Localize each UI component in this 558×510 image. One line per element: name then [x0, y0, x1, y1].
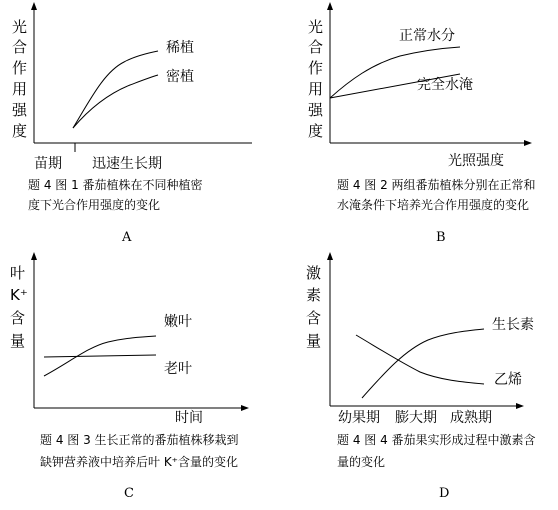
panel-b-caption-line-2: 水淹条件下培养光合作用强度的变化 [337, 198, 530, 212]
panel-d-series-auxin-label: 生长素 [492, 317, 534, 333]
panel-d-ylabel-1: 激 [306, 264, 322, 282]
panel-d [306, 256, 536, 501]
panel-b-ylabel-5: 强 [308, 101, 324, 119]
panel-d-letter: D [439, 486, 450, 501]
panel-c-series-young-label: 嫩叶 [164, 314, 192, 330]
panel-d-curve-auxin [362, 329, 484, 398]
panel-d-xtick-ripening: 成熟期 [450, 410, 492, 426]
panel-b-ylabel-4: 用 [308, 80, 324, 98]
panel-a-curve-dense [73, 75, 158, 128]
panel-b-xlabel: 光照强度 [448, 153, 504, 169]
panel-d-xtick-young-fruit: 幼果期 [338, 410, 380, 426]
panel-a-series-dense-label: 密植 [166, 69, 194, 85]
panel-a [12, 6, 252, 245]
panel-a-curve-sparse [73, 51, 158, 128]
panel-c-ylabel-3: 含 [10, 309, 26, 327]
panel-c-xlabel: 时间 [175, 410, 203, 426]
panel-a-series-sparse-label: 稀植 [166, 40, 194, 56]
panel-c-caption-line-1: 题 4 图 3 生长正常的番茄植株移栽到 [40, 433, 239, 447]
panel-b-series-flooded-label: 完全水淹 [417, 77, 473, 93]
panel-d-xtick-expansion: 膨大期 [395, 410, 437, 426]
panel-a-caption-line-1: 题 4 图 1 番茄植株在不同种植密 [28, 178, 203, 192]
panel-c-letter: C [124, 486, 134, 501]
panel-a-ylabel-6: 度 [12, 122, 28, 140]
panel-a-ylabel-5: 强 [12, 101, 28, 119]
panel-a-ylabel-3: 作 [12, 59, 28, 77]
panel-b-letter: B [436, 230, 446, 245]
panel-b-ylabel-3: 作 [308, 59, 324, 77]
panel-b-series-normal-label: 正常水分 [399, 28, 455, 44]
panel-b [308, 6, 536, 245]
panel-c-ylabel-2: K⁺ [10, 286, 28, 304]
panel-d-caption-line-2: 量的变化 [337, 455, 386, 469]
panel-b-ylabel-2: 合 [308, 38, 324, 56]
panel-c-curve-old-leaf [44, 355, 156, 357]
panel-a-xtick-rapid-growth: 迅速生长期 [92, 156, 162, 172]
panel-b-ylabel-1: 光 [308, 18, 324, 36]
panel-d-curve-ethylene [356, 335, 484, 384]
panel-d-ylabel-2: 素 [306, 286, 322, 304]
panel-d-series-ethylene-label: 乙烯 [494, 372, 522, 388]
panel-c-caption-line-2: 缺钾营养液中培养后叶 K⁺含量的变化 [40, 455, 239, 469]
panel-a-ylabel-1: 光 [12, 18, 28, 36]
panel-c [10, 256, 245, 501]
panel-c-series-old-label: 老叶 [164, 361, 192, 377]
panel-b-caption-line-1: 题 4 图 2 两组番茄植株分别在正常和 [337, 178, 536, 192]
panel-b-ylabel-6: 度 [308, 122, 324, 140]
panel-a-ylabel-2: 合 [12, 38, 28, 56]
panel-a-ylabel-4: 用 [12, 80, 28, 98]
panel-a-xtick-seedling: 苗期 [34, 156, 62, 172]
panel-c-ylabel-4: 量 [10, 332, 26, 350]
panel-d-ylabel-4: 量 [306, 332, 322, 350]
panel-d-ylabel-3: 含 [306, 309, 322, 327]
panel-a-caption-line-2: 度下光合作用强度的变化 [28, 198, 161, 212]
panel-d-caption-line-1: 题 4 图 4 番茄果实形成过程中激素含 [337, 433, 536, 447]
panel-c-ylabel-1: 叶 [10, 264, 26, 282]
panel-a-letter: A [122, 230, 132, 245]
